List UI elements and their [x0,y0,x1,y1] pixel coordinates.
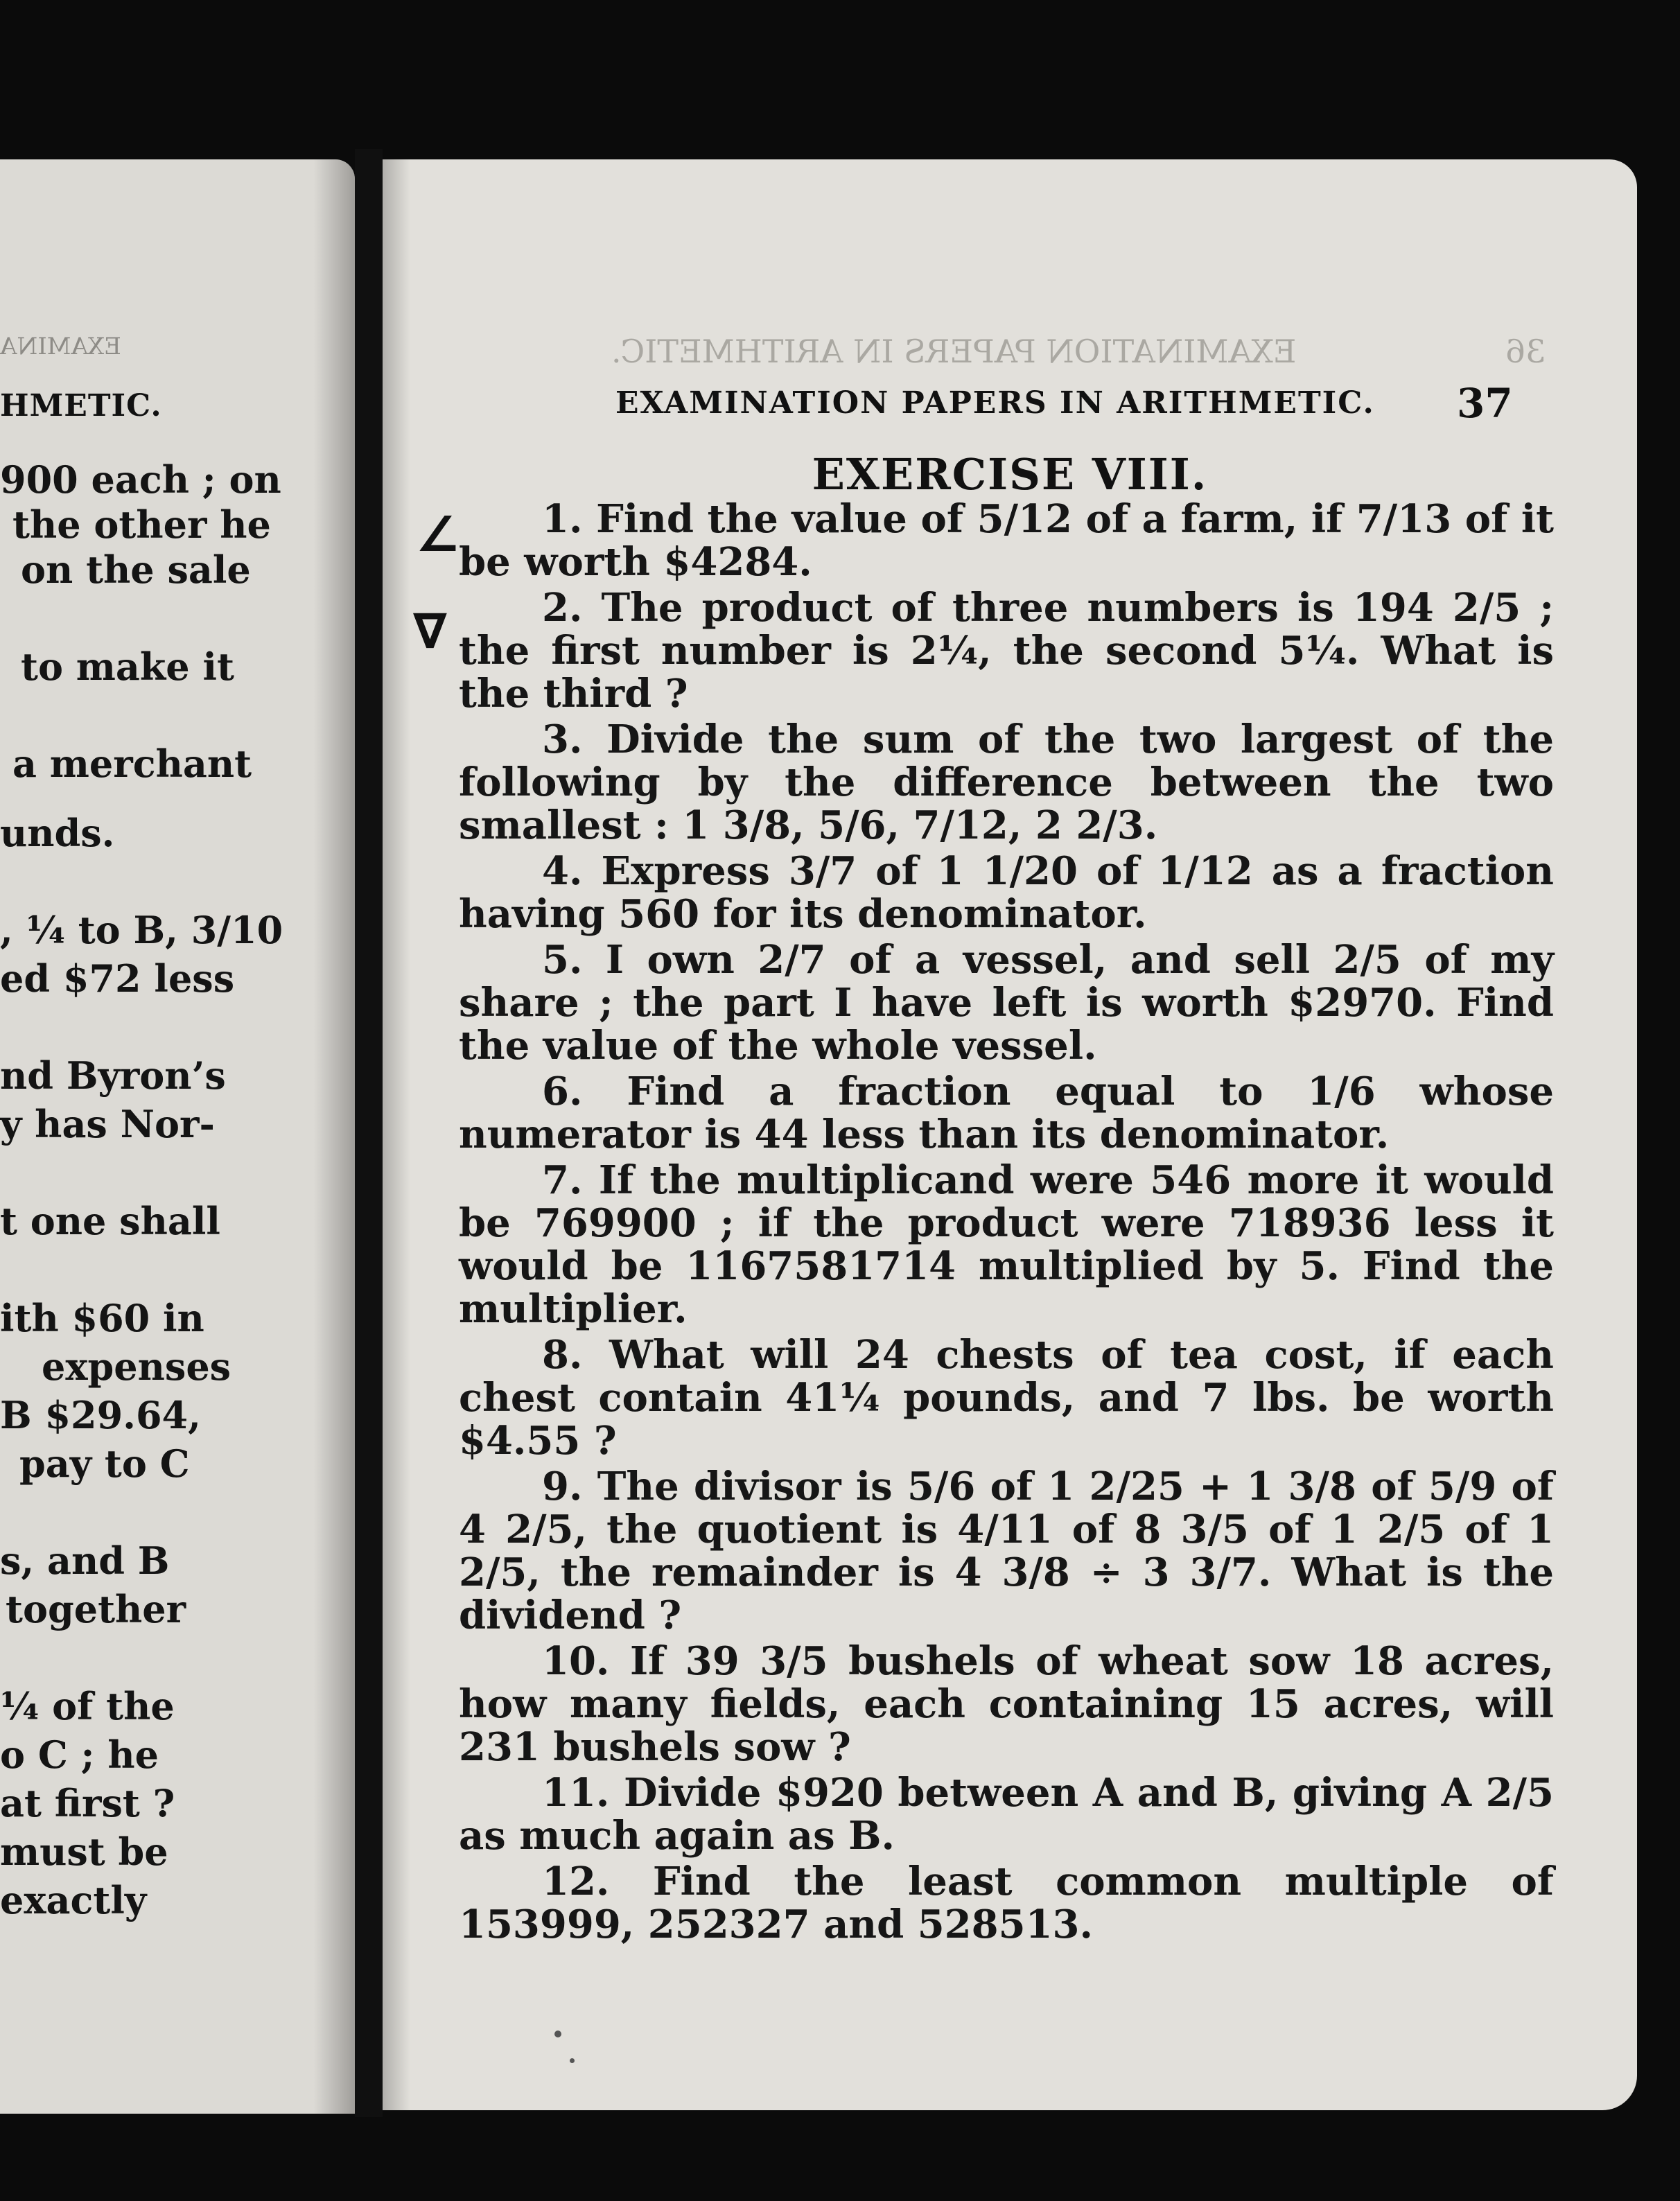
left-page-line: B $29.64, [0,1393,201,1437]
problem-6: 6. Find a fraction equal to 1/6 whose numerator is 44 less than its denominator. [459,1069,1554,1157]
problem-7: 7. If the multiplicand were 546 more it would be 769900 ; if the product were 718936 less it would be 1167581714 multiplied by 5. Find the multiplier. [459,1157,1554,1332]
left-page-line: nd Byron’s [0,1053,226,1098]
left-page-line: 900 each ; on [0,457,281,502]
left-page [0,159,355,2114]
left-page-line: pay to C [19,1441,190,1486]
left-page-line: to make it [21,644,234,689]
problem-3: 3. Divide the sum of the two largest of the following by the difference between the two smallest : 1 3/8, 5/6, 7/12, 2 2/3. [459,717,1554,848]
left-page-line: ed $72 less [0,956,235,1001]
margin-check-mark: ∠ [416,506,460,563]
left-page-line: at first ? [0,1781,175,1825]
left-running-header: HMETIC. [0,388,162,423]
left-page-line: , ¼ to B, 3/10 [0,908,283,952]
problem-11: 11. Divide $920 between A and B, giving A 2/5 as much again as B. [459,1770,1554,1859]
gutter-shadow [313,159,355,2114]
left-page-line: y has Nor- [0,1102,215,1146]
ink-speck [570,2058,575,2063]
right-page [383,159,1637,2110]
bleed-through-header: EXAMINATION PAPERS IN ARITHMETIC. [611,333,1297,370]
problem-list [459,498,1554,1949]
left-page-line: a merchant [12,742,252,786]
problem-2: 2. The product of three numbers is 194 2/5 ; the first number is 2¼, the second 5¼. What is the third ? [459,585,1554,717]
left-page-line: t one shall [0,1199,220,1243]
left-page-line: the other he [12,502,271,547]
problem-9: 9. The divisor is 5/6 of 1 2/25 + 1 3/8 of 5/9 of 4 2/5, the quotient is 4/11 of 8 3/5 of 1 2/5 of 1 2/5, the remainder is 4 3/8 ÷ 3 3/7. What is the dividend ? [459,1464,1554,1638]
exercise-title: EXERCISE VIII. [812,449,1208,500]
bleed-through-page-number: 36 [1505,333,1546,370]
problem-8: 8. What will 24 chests of tea cost, if each chest contain 41¼ pounds, and 7 lbs. be worth $4.55 ? [459,1332,1554,1464]
margin-triangle-mark: ∇ [413,603,447,660]
problem-10: 10. If 39 3/5 bushels of wheat sow 18 acres, how many fields, each containing 15 acres, will 231 bushels sow ? [459,1638,1554,1770]
left-page-line: on the sale [21,547,251,592]
running-header: EXAMINATION PAPERS IN ARITHMETIC. [615,385,1375,421]
left-page-line: ¼ of the [0,1684,175,1728]
left-bleed-through: EXAMINA [0,333,121,360]
left-page-line: exactly [0,1878,147,1922]
problem-1: 1. Find the value of 5/12 of a farm, if 7/13 of it be worth $4284. [459,496,1554,585]
left-page-line: ith $60 in [0,1296,204,1340]
left-page-line: o C ; he [0,1733,159,1777]
left-page-line: together [6,1587,186,1631]
book-spine [355,149,383,2117]
left-page-line: unds. [0,811,115,855]
left-page-line: expenses [42,1344,231,1389]
problem-5: 5. I own 2/7 of a vessel, and sell 2/5 of my share ; the part I have left is worth $2970. Find the value of the whole vessel. [459,937,1554,1069]
left-page-line: s, and B [0,1538,170,1583]
ink-speck [554,2031,561,2037]
problem-12: 12. Find the least common multiple of 153999, 252327 and 528513. [459,1859,1554,1947]
page-number: 37 [1457,380,1513,427]
problem-4: 4. Express 3/7 of 1 1/20 of 1/12 as a fraction having 560 for its denominator. [459,848,1554,937]
left-page-line: must be [0,1830,168,1874]
